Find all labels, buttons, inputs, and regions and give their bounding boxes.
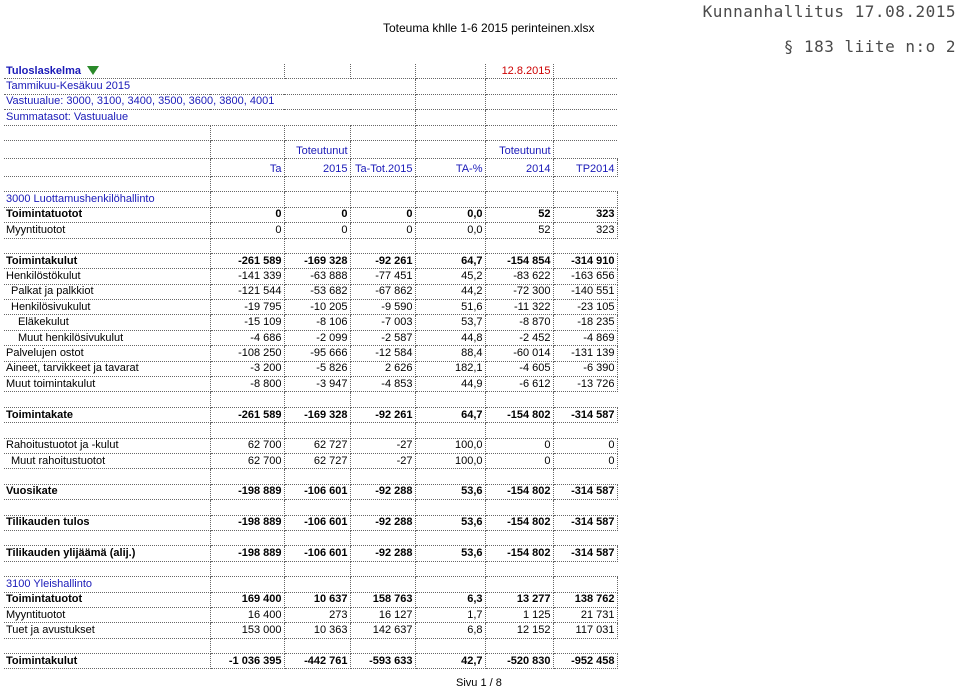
value-cell: -261 589	[210, 407, 284, 422]
value-cell: -154 802	[485, 484, 553, 499]
value-cell: -4 869	[553, 330, 617, 345]
col-tot2015-top: Toteutunut	[284, 140, 350, 158]
value-cell: -9 590	[350, 300, 415, 315]
value-cell: 0	[210, 207, 284, 222]
row-label: Tilikauden ylijäämä (alij.)	[4, 546, 210, 561]
title-row	[4, 64, 617, 79]
row-label: 3100 Yleishallinto	[4, 577, 210, 592]
table-row	[4, 453, 617, 468]
value-cell: 153 000	[210, 623, 284, 638]
value-cell: -154 854	[485, 253, 553, 268]
value-cell: -53 682	[284, 284, 350, 299]
section-header-row	[4, 577, 617, 592]
value-cell: -169 328	[284, 407, 350, 422]
spreadsheet	[4, 64, 618, 669]
value-cell: -106 601	[284, 546, 350, 561]
value-cell: -2 452	[485, 330, 553, 345]
value-cell: 53,6	[415, 484, 485, 499]
file-name: Toteuma khlle 1-6 2015 perinteinen.xlsx	[383, 21, 595, 35]
table-row	[4, 223, 617, 238]
report-level: Summatasot: Vastuualue	[4, 110, 350, 125]
value-cell: 0	[350, 223, 415, 238]
value-cell: -95 666	[284, 346, 350, 361]
col-tp2014: TP2014	[553, 158, 617, 176]
value-cell: -154 802	[485, 515, 553, 530]
value-cell: -108 250	[210, 346, 284, 361]
value-cell: 0	[350, 207, 415, 222]
table-row	[4, 546, 617, 561]
table-row	[4, 607, 617, 622]
value-cell: 0	[485, 453, 553, 468]
value-cell: 0	[210, 223, 284, 238]
value-cell: -154 802	[485, 546, 553, 561]
value-cell: -5 826	[284, 361, 350, 376]
table-row	[4, 253, 617, 268]
value-cell: -8 870	[485, 315, 553, 330]
meeting-stamp: Kunnanhallitus 17.08.2015	[702, 2, 956, 21]
row-label: Eläkekulut	[4, 315, 210, 330]
value-cell: 0	[284, 207, 350, 222]
row-label: Tilikauden tulos	[4, 515, 210, 530]
value-cell: -72 300	[485, 284, 553, 299]
value-cell: 6,3	[415, 592, 485, 607]
value-cell: 182,1	[415, 361, 485, 376]
row-label: Muut rahoitustuotot	[4, 453, 210, 468]
value-cell: -15 109	[210, 315, 284, 330]
value-cell: -593 633	[350, 654, 415, 669]
value-cell: 1,7	[415, 607, 485, 622]
value-cell: -140 551	[553, 284, 617, 299]
value-cell: 53,7	[415, 315, 485, 330]
value-cell: 323	[553, 207, 617, 222]
value-cell: 44,2	[415, 284, 485, 299]
value-cell: 117 031	[553, 623, 617, 638]
value-cell: 0	[284, 223, 350, 238]
spacer-row	[4, 392, 617, 407]
value-cell: -27	[350, 453, 415, 468]
value-cell: -163 656	[553, 269, 617, 284]
value-cell: 88,4	[415, 346, 485, 361]
value-cell: -27	[350, 438, 415, 453]
value-cell: -2 099	[284, 330, 350, 345]
value-cell: -169 328	[284, 253, 350, 268]
table-row	[4, 377, 617, 392]
value-cell: -6 612	[485, 377, 553, 392]
table-row	[4, 207, 617, 222]
value-cell: -154 802	[485, 407, 553, 422]
value-cell: -952 458	[553, 654, 617, 669]
col-tot2014-bottom: 2014	[485, 158, 553, 176]
table-row	[4, 515, 617, 530]
row-label: Toimintatuotot	[4, 207, 210, 222]
value-cell: 16 127	[350, 607, 415, 622]
table-row	[4, 407, 617, 422]
table-row	[4, 300, 617, 315]
value-cell: 323	[553, 223, 617, 238]
table-row	[4, 654, 617, 669]
value-cell: -8 800	[210, 377, 284, 392]
value-cell: -92 261	[350, 407, 415, 422]
value-cell: -141 339	[210, 269, 284, 284]
value-cell: 138 762	[553, 592, 617, 607]
value-cell: -314 587	[553, 484, 617, 499]
value-cell: 273	[284, 607, 350, 622]
value-cell: -12 584	[350, 346, 415, 361]
value-cell: -442 761	[284, 654, 350, 669]
value-cell: -23 105	[553, 300, 617, 315]
value-cell: 169 400	[210, 592, 284, 607]
value-cell: 64,7	[415, 253, 485, 268]
row-label: Toimintatuotot	[4, 592, 210, 607]
table-row	[4, 315, 617, 330]
row-label: Palkat ja palkkiot	[4, 284, 210, 299]
col-ta-pct: TA-%	[415, 158, 485, 176]
value-cell: 53,6	[415, 546, 485, 561]
value-cell: 10 637	[284, 592, 350, 607]
value-cell: -6 390	[553, 361, 617, 376]
value-cell: -121 544	[210, 284, 284, 299]
spacer-row	[4, 530, 617, 545]
value-cell: -314 587	[553, 515, 617, 530]
report-area: Vastuualue: 3000, 3100, 3400, 3500, 3600, 3800, 4001	[4, 94, 350, 109]
value-cell: -63 888	[284, 269, 350, 284]
table-row	[4, 623, 617, 638]
value-cell: 62 700	[210, 438, 284, 453]
row-label: Muut henkilösivukulut	[4, 330, 210, 345]
row-label: Henkilösivukulut	[4, 300, 210, 315]
value-cell: -4 853	[350, 377, 415, 392]
value-cell: 2 626	[350, 361, 415, 376]
table-row	[4, 592, 617, 607]
value-cell: -18 235	[553, 315, 617, 330]
spacer-row	[4, 561, 617, 576]
value-cell: -1 036 395	[210, 654, 284, 669]
spacer-row	[4, 238, 617, 253]
value-cell: -314 587	[553, 546, 617, 561]
table-row	[4, 284, 617, 299]
value-cell: 52	[485, 207, 553, 222]
col-ta: Ta	[210, 158, 284, 176]
value-cell: 6,8	[415, 623, 485, 638]
level-row	[4, 110, 617, 125]
value-cell: 13 277	[485, 592, 553, 607]
period-row	[4, 79, 617, 94]
value-cell: 100,0	[415, 453, 485, 468]
value-cell: 45,2	[415, 269, 485, 284]
value-cell: -92 288	[350, 484, 415, 499]
row-label: Rahoitustuotot ja -kulut	[4, 438, 210, 453]
value-cell: 62 727	[284, 438, 350, 453]
col-tot2014-top: Toteutunut	[485, 140, 553, 158]
col-ta-tot: Ta-Tot.2015	[350, 158, 415, 176]
value-cell: 64,7	[415, 407, 485, 422]
value-cell: -92 261	[350, 253, 415, 268]
table-row	[4, 269, 617, 284]
row-label: Palvelujen ostot	[4, 346, 210, 361]
value-cell: 1 125	[485, 607, 553, 622]
value-cell: 158 763	[350, 592, 415, 607]
value-cell: 0,0	[415, 207, 485, 222]
spacer-row	[4, 638, 617, 653]
row-label: Muut toimintakulut	[4, 377, 210, 392]
value-cell: -314 587	[553, 407, 617, 422]
row-label: Toimintakulut	[4, 654, 210, 669]
value-cell: -13 726	[553, 377, 617, 392]
value-cell: -8 106	[284, 315, 350, 330]
value-cell: -4 686	[210, 330, 284, 345]
table-row	[4, 361, 617, 376]
value-cell: 10 363	[284, 623, 350, 638]
appendix-stamp: § 183 liite n:o 2	[783, 37, 956, 56]
report-period: Tammikuu-Kesäkuu 2015	[4, 79, 350, 94]
column-header-bottom	[4, 158, 617, 176]
column-header-top	[4, 140, 617, 158]
value-cell: -3 947	[284, 377, 350, 392]
value-cell: -198 889	[210, 515, 284, 530]
value-cell: 142 637	[350, 623, 415, 638]
value-cell: -106 601	[284, 484, 350, 499]
value-cell: 44,9	[415, 377, 485, 392]
spacer-row	[4, 469, 617, 484]
value-cell: -77 451	[350, 269, 415, 284]
section-header-row	[4, 192, 617, 207]
table-row	[4, 330, 617, 345]
value-cell: -4 605	[485, 361, 553, 376]
value-cell: -520 830	[485, 654, 553, 669]
row-label: Toimintakate	[4, 407, 210, 422]
row-label: Henkilöstökulut	[4, 269, 210, 284]
spacer-row	[4, 500, 617, 515]
value-cell: 0	[485, 438, 553, 453]
table-row	[4, 484, 617, 499]
row-label: Toimintakulut	[4, 253, 210, 268]
value-cell: -106 601	[284, 515, 350, 530]
row-label: Myyntituotot	[4, 607, 210, 622]
value-cell: 62 727	[284, 453, 350, 468]
value-cell: -83 622	[485, 269, 553, 284]
value-cell: 12 152	[485, 623, 553, 638]
table-row	[4, 438, 617, 453]
col-tot2015-bottom: 2015	[284, 158, 350, 176]
value-cell: -198 889	[210, 484, 284, 499]
row-label: Vuosikate	[4, 484, 210, 499]
value-cell: 53,6	[415, 515, 485, 530]
value-cell: -7 003	[350, 315, 415, 330]
report-title-cell	[4, 64, 210, 79]
value-cell: 0	[553, 438, 617, 453]
value-cell: 100,0	[415, 438, 485, 453]
value-cell: 16 400	[210, 607, 284, 622]
report-title: Tuloslaskelma	[6, 64, 81, 77]
value-cell: 52	[485, 223, 553, 238]
value-cell: -314 910	[553, 253, 617, 268]
value-cell: -198 889	[210, 546, 284, 561]
value-cell: 21 731	[553, 607, 617, 622]
value-cell: -92 288	[350, 546, 415, 561]
value-cell: -60 014	[485, 346, 553, 361]
row-label: 3000 Luottamushenkilöhallinto	[4, 192, 210, 207]
value-cell: 62 700	[210, 453, 284, 468]
value-cell: -3 200	[210, 361, 284, 376]
spacer-row	[4, 423, 617, 438]
value-cell: -67 862	[350, 284, 415, 299]
report-date: 12.8.2015	[485, 64, 553, 79]
row-label: Aineet, tarvikkeet ja tavarat	[4, 361, 210, 376]
comment-triangle-icon	[87, 66, 99, 75]
value-cell: 42,7	[415, 654, 485, 669]
value-cell: -10 205	[284, 300, 350, 315]
value-cell: 0,0	[415, 223, 485, 238]
value-cell: -261 589	[210, 253, 284, 268]
row-label: Tuet ja avustukset	[4, 623, 210, 638]
value-cell: -92 288	[350, 515, 415, 530]
value-cell: -131 139	[553, 346, 617, 361]
sheet-body	[4, 64, 617, 669]
value-cell: -19 795	[210, 300, 284, 315]
value-cell: 44,8	[415, 330, 485, 345]
page-number: Sivu 1 / 8	[456, 677, 502, 689]
value-cell: 0	[553, 453, 617, 468]
value-cell: -2 587	[350, 330, 415, 345]
row-label: Myyntituotot	[4, 223, 210, 238]
value-cell: 51,6	[415, 300, 485, 315]
area-row	[4, 94, 617, 109]
table-row	[4, 346, 617, 361]
value-cell: -11 322	[485, 300, 553, 315]
